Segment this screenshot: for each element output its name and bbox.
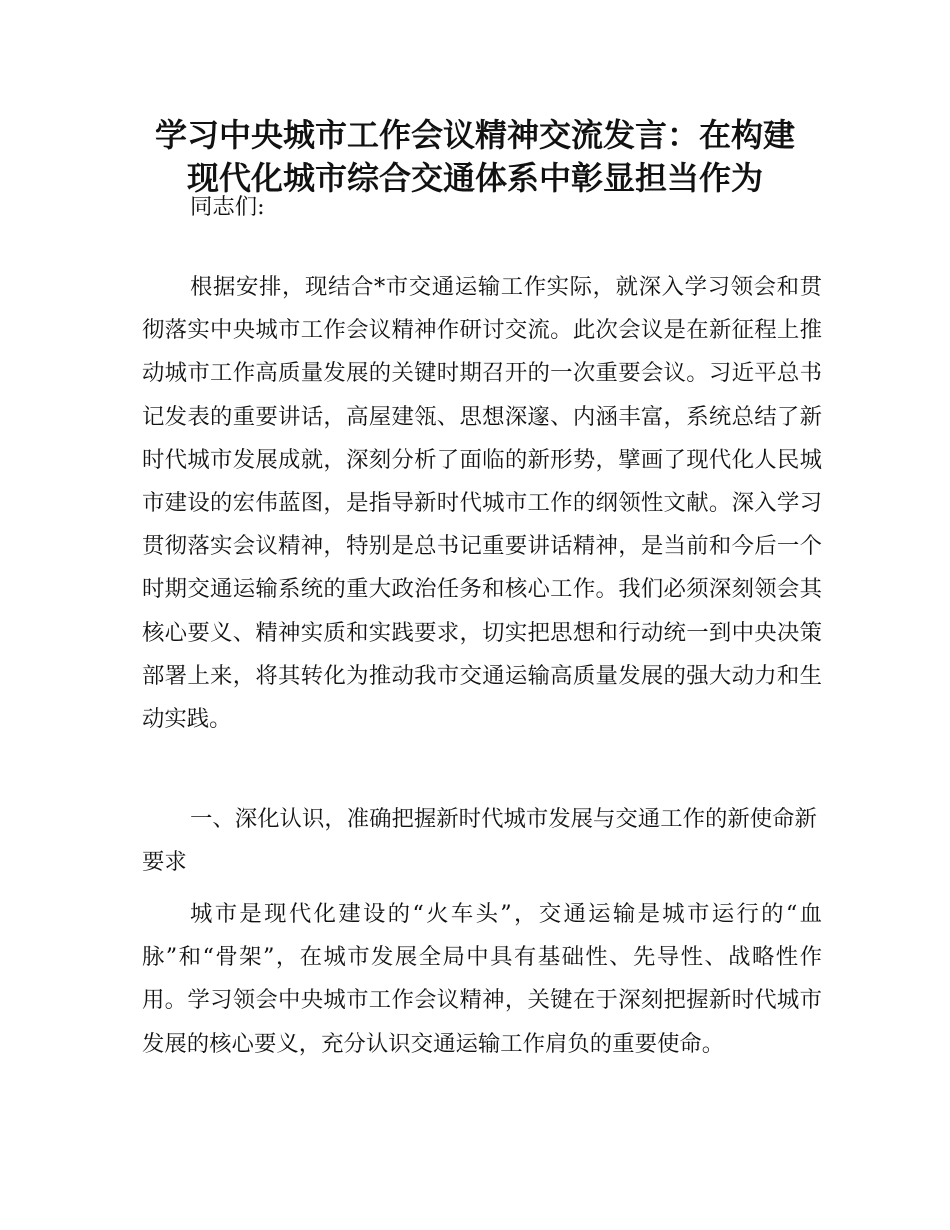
document-title-line-2: 现代化城市综合交通体系中彰显担当作为 xyxy=(186,159,763,197)
body-paragraph: 城市是现代化建设的“火车头”，交通运输是城市运行的“血脉”和“骨架”，在城市发展全局中具有基础性、先导性、战略性作用。学习领会中央城市工作会议精神，关键在于深刻把握新时代城市发展的核心要义，充分认识交通运输工作肩负的重要使命。 xyxy=(142,901,822,1057)
document-title-line-1: 学习中央城市工作会议精神交流发言：在构建 xyxy=(154,116,795,154)
section-heading: 一、深化认识，准确把握新时代城市发展与交通工作的新使命新要求 xyxy=(142,806,817,876)
body-paragraph: 根据安排，现结合*市交通运输工作实际，就深入学习领会和贯彻落实中央城市工作会议精神作研讨交流。此次会议是在新征程上推动城市工作高质量发展的关键时期召开的一次重要会议。习近平总书记发表的重要讲话，高屋建瓴、思想深邃、内涵丰富，系统总结了新时代城市发展成就，深刻分析了面临的新形势，擘画了现代化人民城市建设的宏伟蓝图，是指导新时代城市工作的纲领性文献。深入学习贯彻落实会议精神，特别是总书记重要讲话精神，是当前和今后一个时期交通运输系统的重大政治任务和核心工作。我们必须深刻领会其核心要义、精神实质和实践要求，切实把思想和行动统一到中央决策部署上来，将其转化为推动我市交通运输高质量发展的强大动力和生动实践。 xyxy=(142,274,822,733)
salutation: 同志们: xyxy=(190,194,265,220)
